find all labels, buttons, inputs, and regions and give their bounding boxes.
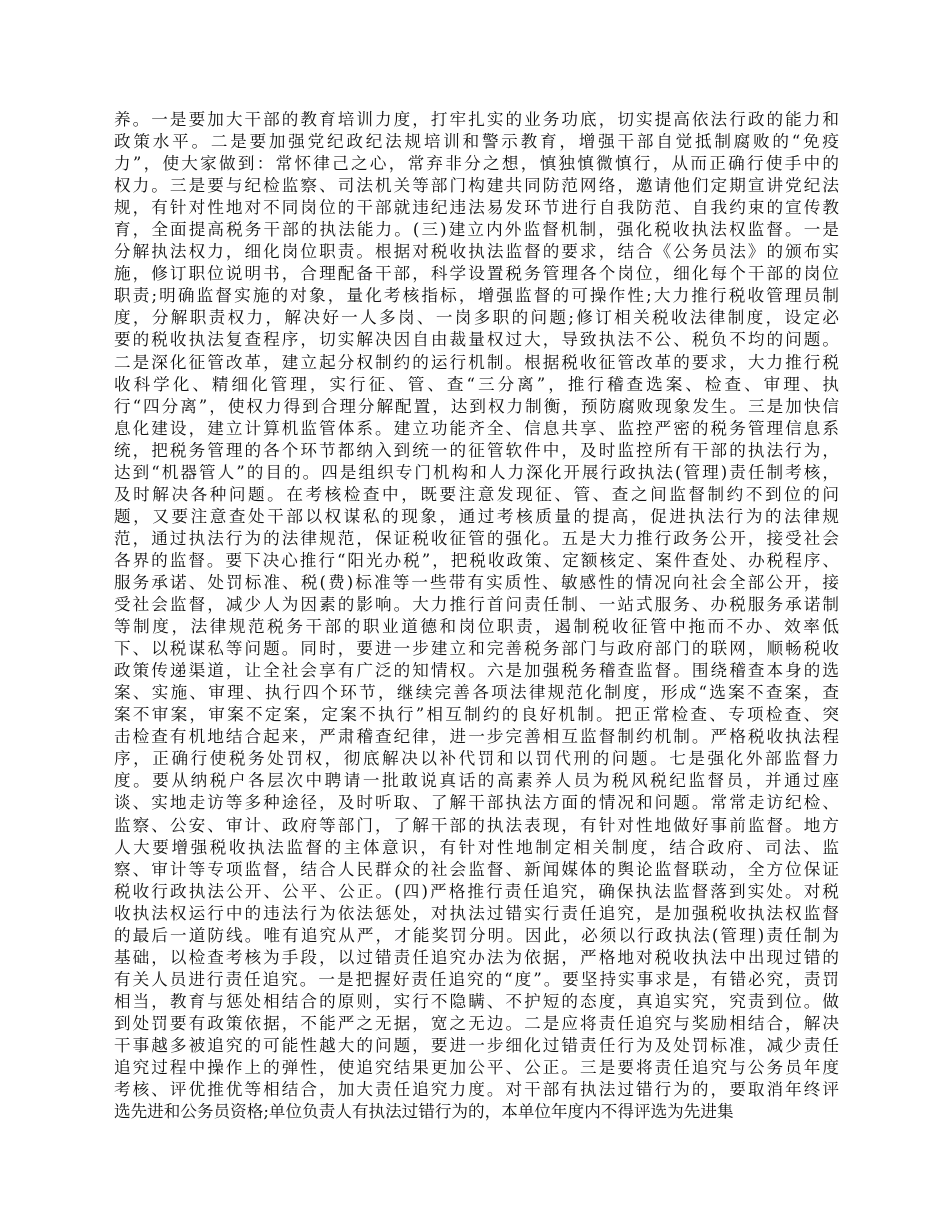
text-line: 有关人员进行责任追究。一是把握好责任追究的“度”。要坚持实事求是，有错必究，责罚: [114, 969, 839, 989]
text-line: 各界的监督。要下决心推行“阳光办税”，把税收政策、定额核定、案件查处、办税程序、: [114, 550, 839, 570]
text-line: 下、以税谋私等问题。同时，要进一步建立和完善税务部门与政府部门的联网，顺畅税收: [114, 639, 839, 659]
text-line: 权力。三是要与纪检监察、司法机关等部门构建共同防范网络，邀请他们定期宣讲党纪法: [114, 176, 839, 196]
text-line: 息化建设，建立计算机监管体系。建立功能齐全、信息共享、监控严密的税务管理信息系: [114, 418, 839, 438]
text-line: 收执法权运行中的违法行为依法惩处，对执法过错实行责任追究，是加强税收执法权监督: [114, 903, 839, 923]
text-line: 干事越多被追究的可能性越大的问题，要进一步细化过错责任行为及处罚标准，减少责任: [114, 1035, 839, 1055]
text-line: 等制度，法律规范税务干部的职业道德和岗位职责，遏制税收征管中拖而不办、效率低: [114, 617, 839, 637]
text-line: 监察、公安、审计、政府等部门，了解干部的执法表现，有针对性地做好事前监督。地方: [114, 815, 839, 835]
text-line: 政策水平。二是要加强党纪政纪法规培训和警示教育，增强干部自觉抵制腐败的“免疫: [114, 132, 839, 152]
text-line: 达到“机器管人”的目的。四是组织专门机构和人力深化开展行政执法(管理)责任制考核，: [114, 462, 839, 482]
text-line: 相当，教育与惩处相结合的原则，实行不隐瞒、不护短的态度，真追实究，究责到位。做: [114, 991, 839, 1011]
text-line: 的最后一道防线。唯有追究从严，才能奖罚分明。因此，必须以行政执法(管理)责任制为: [114, 925, 839, 945]
text-line: 序，正确行使税务处罚权，彻底解决以补代罚和以罚代刑的问题。七是强化外部监督力: [114, 749, 839, 769]
text-line: 收科学化、精细化管理，实行征、管、查“三分离”，推行稽查选案、检查、审理、执: [114, 374, 839, 394]
text-line: 施，修订职位说明书，合理配备干部，科学设置税务管理各个岗位，细化每个干部的岗位: [114, 264, 839, 284]
text-line: 育，全面提高税务干部的执法能力。(三)建立内外监督机制，强化税收执法权监督。一是: [114, 220, 839, 240]
text-line: 考核、评优推优等相结合，加大责任追究力度。对干部有执法过错行为的，要取消年终评: [114, 1080, 839, 1100]
text-line: 要的税收执法复查程序，切实解决因自由裁量权过大，导致执法不公、税负不均的问题。: [114, 330, 839, 350]
text-line: 选先进和公务员资格;单位负责人有执法过错行为的，本单位年度内不得评选为先进集: [114, 1102, 734, 1122]
text-line: 规，有针对性地对不同岗位的干部就违纪违法易发环节进行自我防范、自我约束的宣传教: [114, 198, 839, 218]
text-line: 分解执法权力，细化岗位职责。根据对税收执法监督的要求，结合《公务员法》的颁布实: [114, 242, 839, 262]
text-line: 职责;明确监督实施的对象，量化考核指标，增强监督的可操作性;大力推行税收管理员制: [114, 286, 839, 306]
body-text: [114, 109, 839, 1123]
text-line: 案、实施、审理、执行四个环节，继续完善各项法律规范化制度，形成“选案不查案，查: [114, 683, 839, 703]
text-line: 及时解决各种问题。在考核检查中，既要注意发现征、管、查之间监督制约不到位的问: [114, 484, 839, 504]
text-line: 二是深化征管改革，建立起分权制约的运行机制。根据税收征管改革的要求，大力推行税: [114, 352, 839, 372]
text-line: 政策传递渠道，让全社会享有广泛的知情权。六是加强税务稽查监督。围绕稽查本身的选: [114, 661, 839, 681]
text-line: 到处罚要有政策依据，不能严之无据，宽之无边。二是应将责任追究与奖励相结合，解决: [114, 1013, 839, 1033]
text-line: 度。要从纳税户各层次中聘请一批敢说真话的高素养人员为税风税纪监督员，并通过座: [114, 771, 839, 791]
text-line: 题，又要注意查处干部以权谋私的现象，通过考核质量的提高，促进执法行为的法律规: [114, 506, 839, 526]
text-line: 税收行政执法公开、公平、公正。(四)严格推行责任追究，确保执法监督落到实处。对税: [114, 881, 839, 901]
text-line: 度，分解职责权力，解决好一人多岗、一岗多职的问题;修订相关税收法律制度，设定必: [114, 308, 839, 328]
text-line: 察、审计等专项监督，结合人民群众的社会监督、新闻媒体的舆论监督联动，全方位保证: [114, 859, 839, 879]
text-line: 养。一是要加大干部的教育培训力度，打牢扎实的业务功底，切实提高依法行政的能力和: [114, 110, 839, 129]
text-line: 案不审案，审案不定案，定案不执行”相互制约的良好机制。把正常检查、专项检查、突: [114, 705, 839, 725]
text-line: 服务承诺、处罚标准、税(费)标准等一些带有实质性、敏感性的情况向社会全部公开，接: [114, 572, 839, 592]
text-line: 力”，使大家做到：常怀律己之心，常弃非分之想，慎独慎微慎行，从而正确行使手中的: [114, 154, 839, 174]
text-line: 谈、实地走访等多种途径，及时听取、了解干部执法方面的情况和问题。常常走访纪检、: [114, 793, 839, 813]
text-line: 人大要增强税收执法监督的主体意识，有针对性地制定相关制度，结合政府、司法、监: [114, 837, 839, 857]
text-line: 受社会监督，减少人为因素的影响。大力推行首问责任制、一站式服务、办税服务承诺制: [114, 595, 839, 615]
text-line: 统，把税务管理的各个环节都纳入到统一的征管软件中，及时监控所有干部的执法行为，: [114, 440, 839, 460]
text-line: 击检查有机地结合起来，严肃稽查纪律，进一步完善相互监督制约机制。严格税收执法程: [114, 727, 839, 747]
text-line: 行“四分离”，使权力得到合理分解配置，达到权力制衡，预防腐败现象发生。三是加快信: [114, 396, 839, 416]
text-line: 范，通过执法行为的法律规范，保证税收征管的强化。五是大力推行政务公开，接受社会: [114, 528, 839, 548]
text-line: 追究过程中操作上的弹性，使追究结果更加公平、公正。三是要将责任追究与公务员年度: [114, 1058, 839, 1078]
text-line: 基础，以检查考核为手段，以过错责任追究办法为依据，严格地对税收执法中出现过错的: [114, 947, 839, 967]
